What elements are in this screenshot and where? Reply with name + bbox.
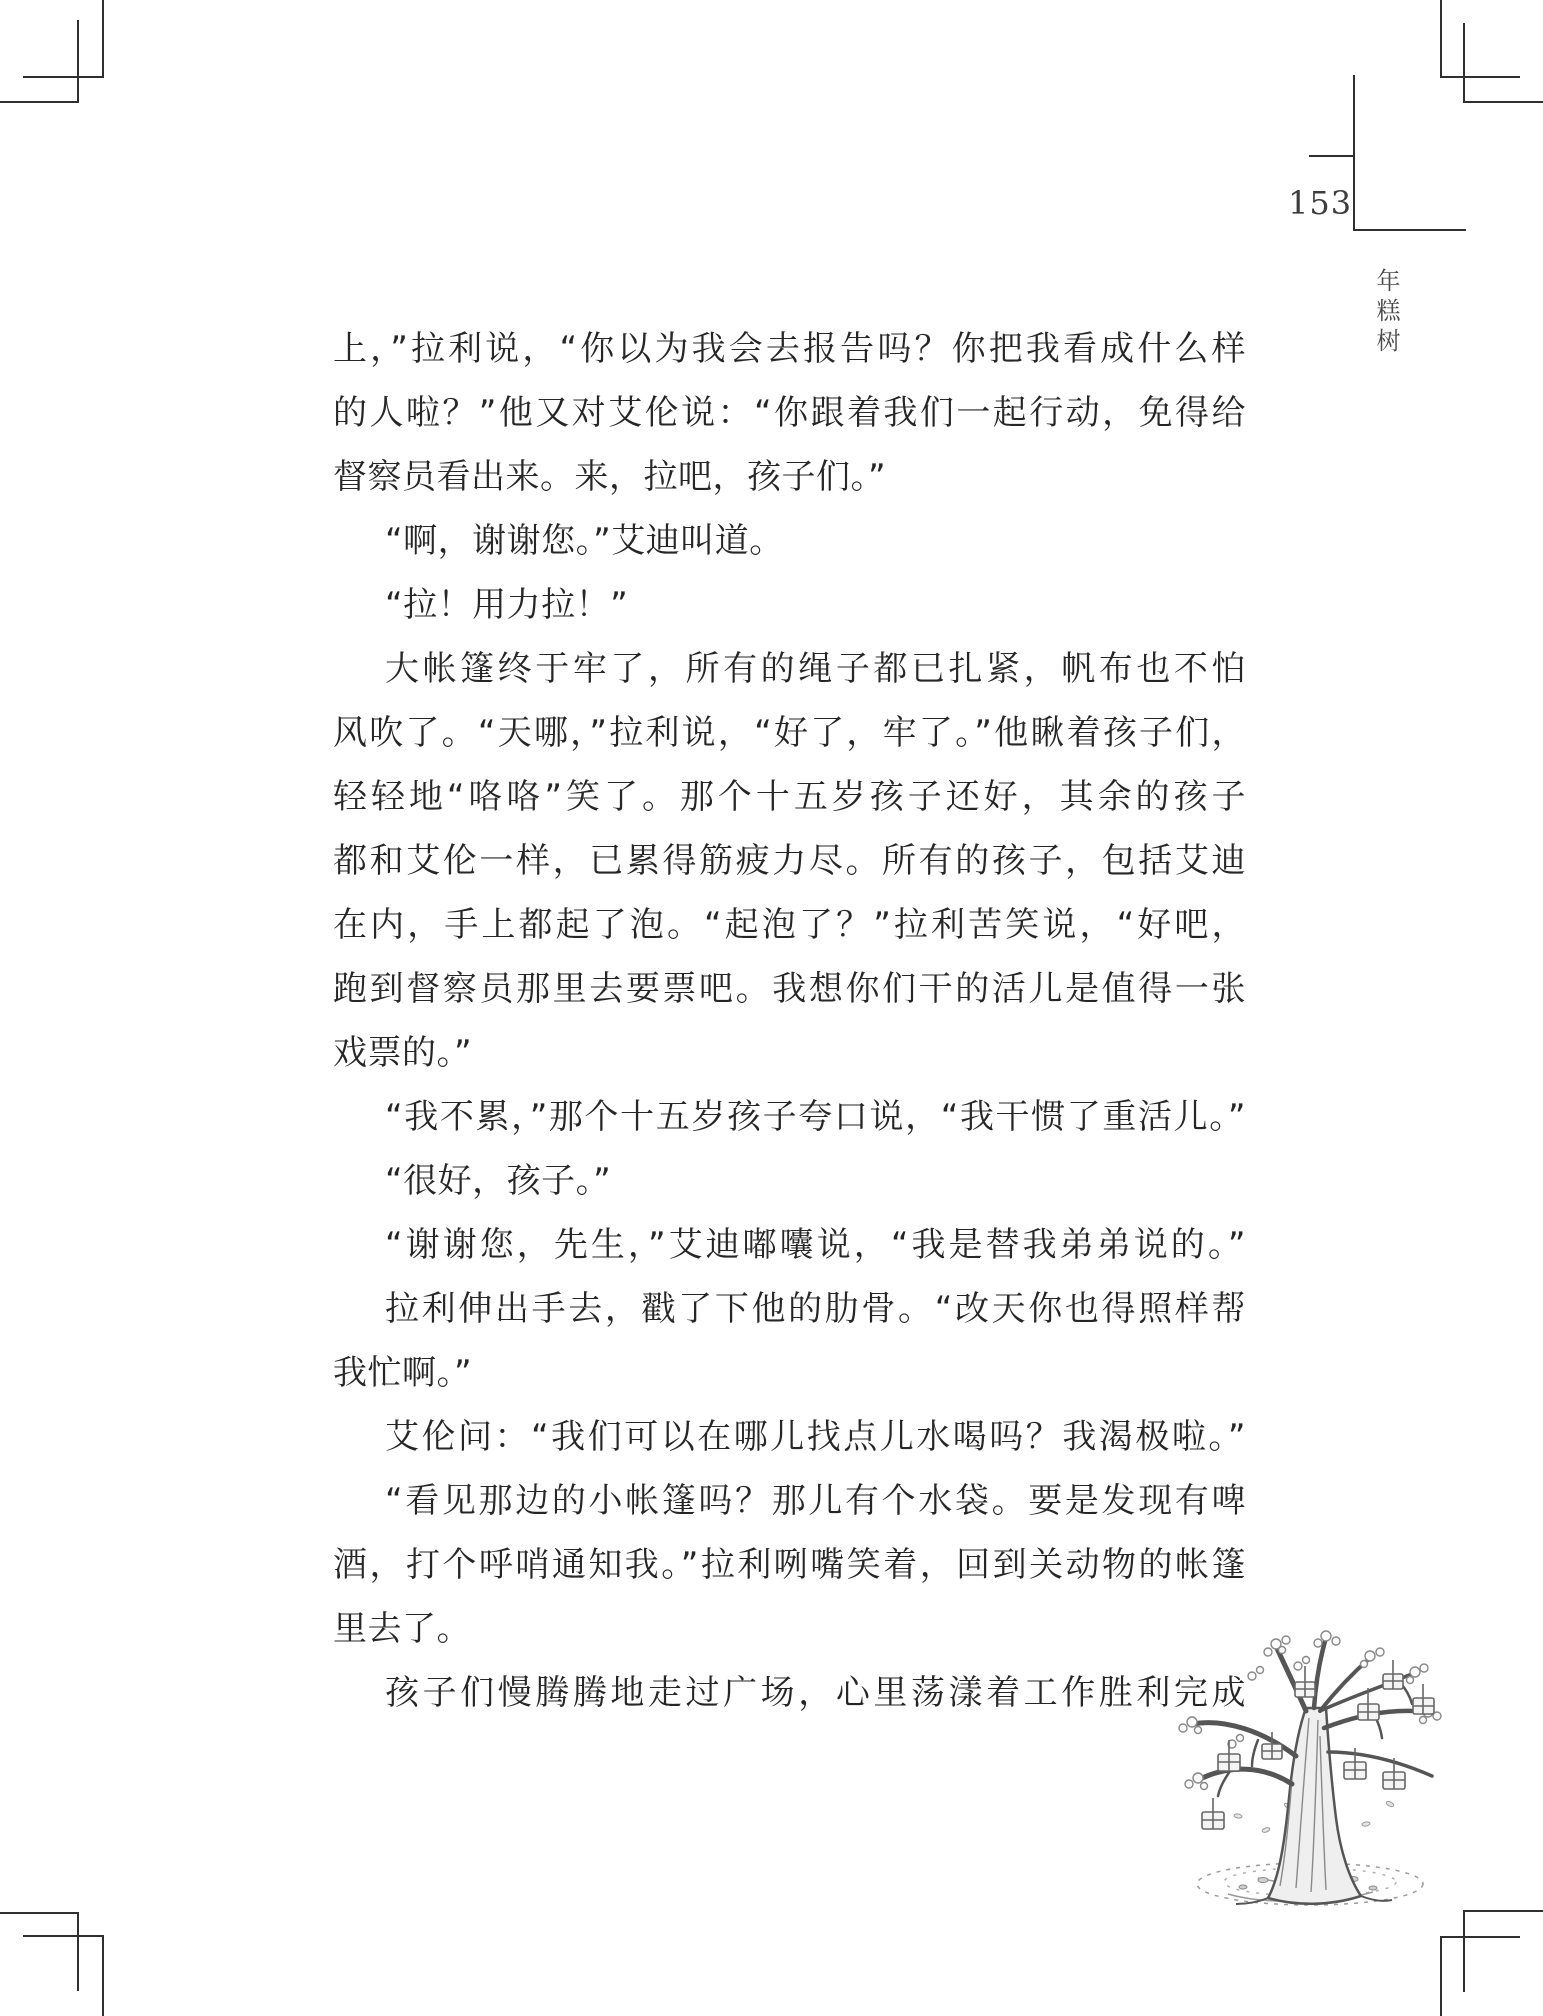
text-line: 上，”拉利说，“你以为我会去报告吗？你把我看成什么样 — [333, 329, 1246, 369]
text-line: “很好，孩子。” — [385, 1161, 612, 1201]
tree-illustration — [1168, 1616, 1460, 1918]
crop-mark-bottom-left — [0, 1913, 103, 2016]
text-line: “我不累，”那个十五岁孩子夸口说，“我干惯了重活儿。” — [385, 1097, 1246, 1137]
side-title: 年糕树 — [1372, 268, 1400, 358]
text-line: 艾伦问：“我们可以在哪儿找点儿水喝吗？我渴极啦。” — [385, 1417, 1246, 1457]
tree-sketch-icon — [1168, 1616, 1460, 1918]
text-line: 戏票的。” — [333, 1033, 473, 1073]
crop-mark-bottom-right — [1441, 1911, 1543, 2016]
text-line: “谢谢您，先生，”艾迪嘟囔说，“我是替我弟弟说的。” — [385, 1225, 1246, 1265]
text-line: “啊，谢谢您。”艾迪叫道。 — [385, 521, 784, 561]
text-line: 酒，打个呼哨通知我。”拉利咧嘴笑着，回到关动物的帐篷 — [333, 1545, 1246, 1585]
text-line: 在内，手上都起了泡。“起泡了？”拉利苦笑说，“好吧， — [333, 905, 1246, 945]
text-line: 风吹了。“天哪，”拉利说，“好了，牢了。”他瞅着孩子们， — [333, 713, 1246, 753]
text-line: 拉利伸出手去，戳了下他的肋骨。“改天你也得照样帮 — [385, 1289, 1246, 1329]
text-line: 督察员看出来。来，拉吧，孩子们。” — [333, 457, 887, 497]
text-line: 跑到督察员那里去要票吧。我想你们干的活儿是值得一张 — [333, 969, 1246, 1009]
text-line: 大帐篷终于牢了，所有的绳子都已扎紧，帆布也不怕 — [385, 649, 1246, 689]
page-number: 153 — [1288, 184, 1353, 222]
text-line: “看见那边的小帐篷吗？那儿有个水袋。要是发现有啤 — [385, 1481, 1246, 1521]
crop-mark-top-right — [1441, 0, 1543, 102]
text-line: “拉！用力拉！” — [385, 585, 629, 625]
text-line: 我忙啊。” — [333, 1353, 473, 1393]
crop-mark-top-left — [0, 0, 103, 102]
text-line: 轻轻地“咯咯”笑了。那个十五岁孩子还好，其余的孩子 — [333, 777, 1246, 817]
text-line: 里去了。 — [333, 1609, 471, 1649]
body-text — [333, 317, 1246, 1725]
text-line: 都和艾伦一样，已累得筋疲力尽。所有的孩子，包括艾迪 — [333, 841, 1246, 881]
text-line: 孩子们慢腾腾地走过广场，心里荡漾着工作胜利完成 — [385, 1673, 1246, 1713]
text-line: 的人啦？”他又对艾伦说：“你跟着我们一起行动，免得给 — [333, 393, 1246, 433]
